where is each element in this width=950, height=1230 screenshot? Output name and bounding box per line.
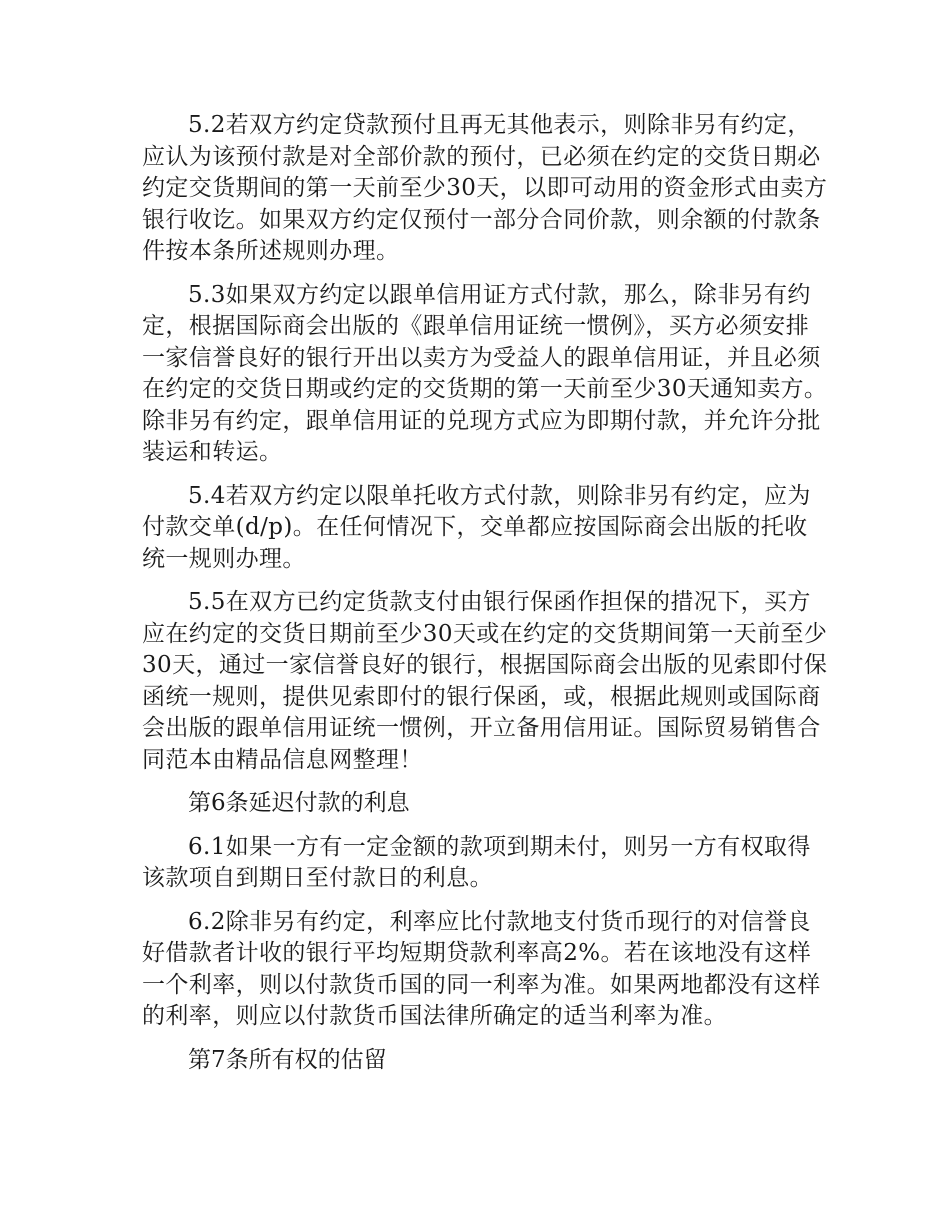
paragraph-6-2: 6.2除非另有约定，利率应比付款地支付货币现行的对信誉良好借款者计收的银行平均短期贷款利率高2%。若在该地没有这样一个利率，则以付款货币国的同一利率为准。如果两地都没有这样的利率，则应以付款货币国法律所确定的适当利率为准。 xyxy=(142,908,821,1029)
paragraph-5-5: 5.5在双方已约定货款支付由银行保函作担保的措况下，买方应在约定的交货日期前至少30天或在约定的交货期间第一天前至少30天，通过一家信誉良好的银行，根据国际商会出版的见索即付保函统一规则，提供见索即付的银行保函，或，根据此规则或国际商会出版的跟单信用证统一惯例，开立备用信用证。国际贸易销售合同范本由精品信息网整理！ xyxy=(142,589,828,773)
paragraph-5-2: 5.2若双方约定贷款预付且再无其他表示，则除非另有约定，应认为该预付款是对全部价款的预付，已必须在约定的交货日期必约定交货期间的第一天前至少30天，以即可动用的资金形式由卖方银行收讫。如果双方约定仅预付一部分合同价款，则余额的付款条件按本条所述规则办理。 xyxy=(142,112,828,264)
paragraph-6-1: 6.1如果一方有一定金额的款项到期未付，则另一方有权取得该款项自到期日至付款日的利息。 xyxy=(142,833,811,891)
paragraph-5-4: 5.4若双方约定以限单托收方式付款，则除非另有约定，应为付款交单(d/p)。在任何情况下，交单都应按国际商会出版的托收统一规则办理。 xyxy=(142,482,811,572)
section-heading-6: 第6条延迟付款的利息 xyxy=(188,790,410,816)
paragraph-5-3: 5.3如果双方约定以跟单信用证方式付款，那么，除非另有约定，根据国际商会出版的《跟单信用证统一惯例》，买方必须安排一家信誉良好的银行开出以卖方为受益人的跟单信用证，并且必须在约定的交货日期或约定的交货期的第一天前至少30天通知卖方。除非另有约定，跟单信用证的兑现方式应为即期付款，并允许分批装运和转运。 xyxy=(142,281,828,465)
section-heading-7: 第7条所有权的估留 xyxy=(188,1046,387,1073)
